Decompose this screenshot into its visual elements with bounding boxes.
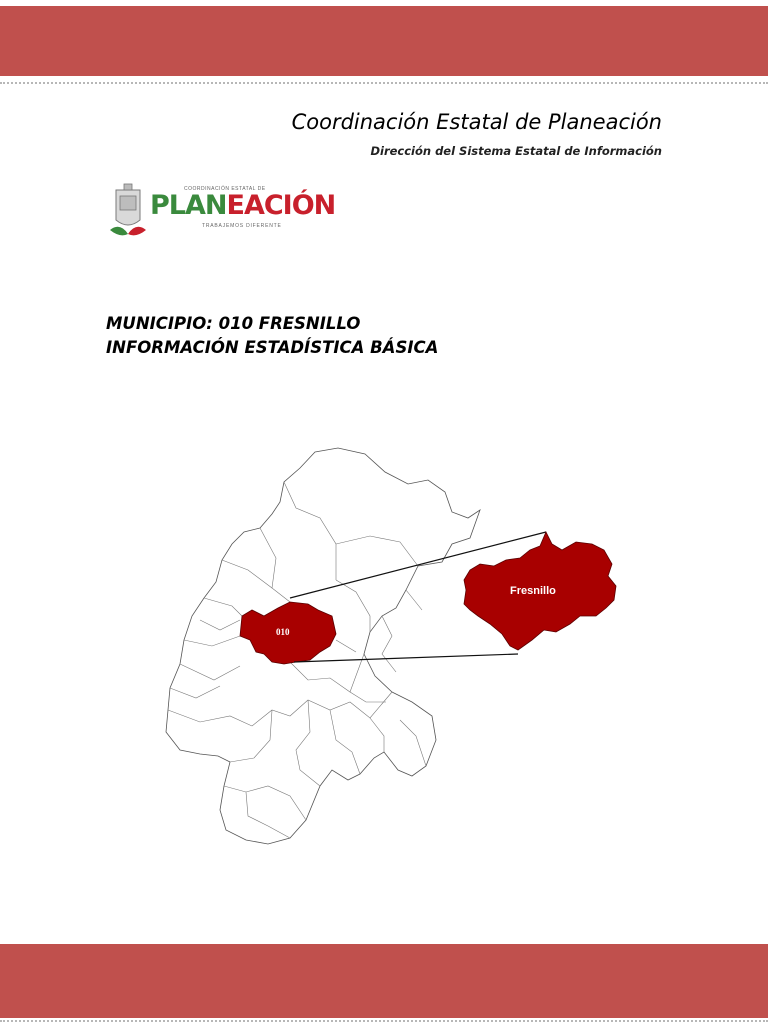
header-title: Coordinación Estatal de Planeación	[291, 110, 662, 134]
fresnillo-zoom-label: Fresnillo	[510, 585, 556, 597]
municipalities-map	[160, 440, 620, 850]
top-header-band	[0, 6, 768, 76]
logo-word-part1: PLAN	[150, 190, 227, 221]
logo-top-text: COORDINACIÓN ESTATAL DE	[184, 186, 266, 192]
logo-word-part2: EACIÓN	[226, 190, 336, 221]
top-dotted-rule	[0, 82, 768, 84]
planeacion-logo	[106, 178, 336, 242]
state-map	[160, 440, 620, 850]
municipio-title: MUNICIPIO: 010 FRESNILLO	[106, 314, 361, 333]
logo-wordmark	[150, 190, 335, 221]
logo-bottom-text: TRABAJEMOS DIFERENTE	[202, 223, 282, 229]
municipality-code-label: 010	[276, 627, 290, 637]
info-title: INFORMACIÓN ESTADÍSTICA BÁSICA	[106, 338, 439, 357]
bottom-dotted-rule	[0, 1020, 768, 1022]
coat-of-arms-icon	[106, 178, 150, 242]
bottom-footer-band	[0, 944, 768, 1018]
header-subtitle: Dirección del Sistema Estatal de Información	[370, 144, 662, 158]
